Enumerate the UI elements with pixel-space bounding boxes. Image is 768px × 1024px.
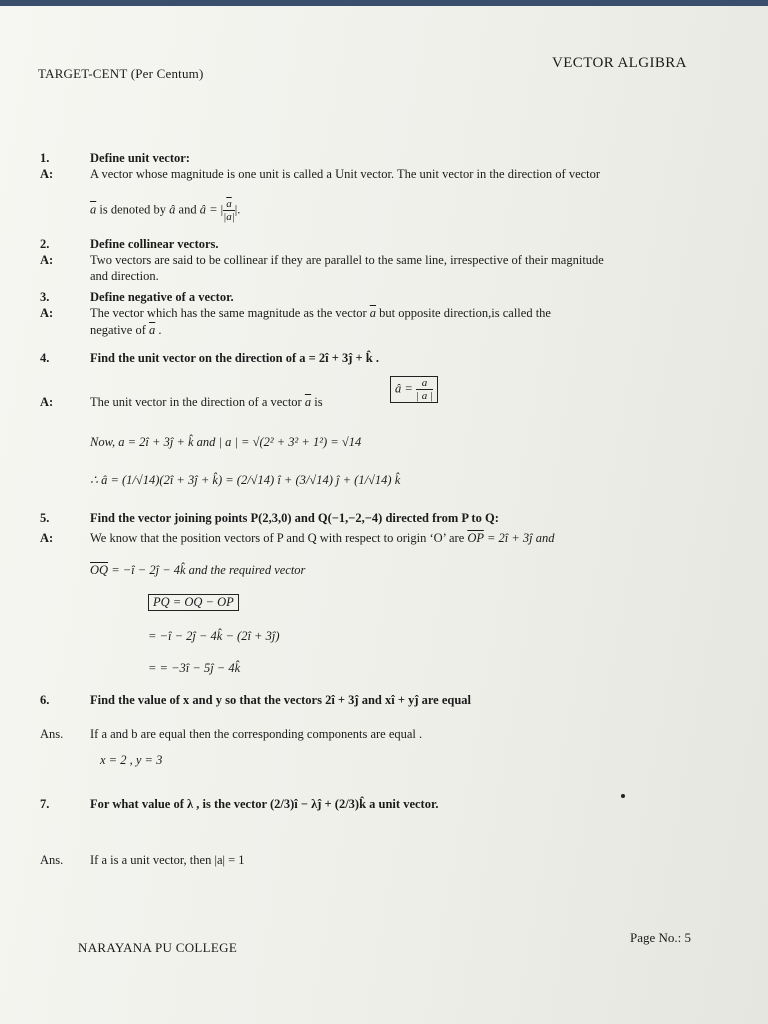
stray-dot <box>621 794 625 798</box>
answer-text: A vector whose magnitude is one unit is called a Unit vector. The unit vector in the direction of vector <box>90 167 601 181</box>
top-edge <box>0 0 768 6</box>
answer-text: We know that the position vectors of P and Q with respect to origin ‘O’ are $\overline{OP}$ = 2î + 3ĵ and <box>90 531 555 545</box>
vector-a: $\overline{a}$ <box>90 202 97 217</box>
answer-text: $\overline{a}$ is denoted by â and â = | $\frac{\overline{a}}{|a|}$ |. <box>90 198 241 223</box>
answer-text: negative of $\overline{a}$ . <box>90 323 162 337</box>
unit-vector-formula-box: â = $\frac{\overline{a}}{| a |}$ <box>390 376 438 403</box>
question-text: Find the vector joining points P(2,3,0) and Q(−1,−2,−4) directed from P to Q: <box>90 511 499 525</box>
answer-text: Two vectors are said to be collinear if they are parallel to the same line, irrespective of their magnitude <box>90 253 604 267</box>
math-line: ∴ â = (1/√14)(2î + 3ĵ + k̂) = (2/√14) î + (3/√14) ĵ + (1/√14) k̂ <box>90 473 401 487</box>
math-line: Now, a = 2î + 3ĵ + k̂ and | a | = √(2² + 3² + 1²) = √14 <box>90 435 362 449</box>
question-text: Define collinear vectors. <box>90 237 219 251</box>
document-page: TARGET-CENT (Per Centum) VECTOR ALGIBRA 1. Define unit vector: A: A vector whose magnitude is one unit is called a Unit vector. The unit vector in the direction of vector $\overline{a}$ is denoted by â and â = | $\frac{\overline{a}}{|a|}$ |. 2. Define collinear vectors. A: Two vectors are said to be collinear if they are parallel to the same line, irrespective of their magnitude and direction. 3. Define negative of a vector. A: The vector which has the same magnitude as the vector $\overline{a}$ but opposite direction,is called the negative of $\overline{a}$ . 4. Find the unit vector on the direction of a = 2î + 3ĵ + k̂ . A: The unit vector in the direction of a vector $\overline{a}$ is â = $\frac{\overline{a}}{| a |}$ Now, a = 2î + 3ĵ + k̂ and | a | = √(2² + 3² + 1²) = √14 ∴ â = (1/√14)(2î + 3ĵ + k̂) = (2/√14) î + (3/√14) ĵ + (1/√14) k̂ 5. Find the vector joining points P(2,3,0) and Q(−1,−2,−4) directed from P to Q: A: We know that the position vectors of P and Q with respect to origin ‘O’ are $\overline{OP}$ = 2î + 3ĵ and $\overline{OQ}$ = −î − 2ĵ − 4k̂ and the required vector PQ = OQ − OP = −î − 2ĵ − 4k̂ − (2î + 3ĵ) = = −3î − 5ĵ − 4k̂ 6. Find the value of x and y so that the vectors 2î + 3ĵ and xî + yĵ are equal Ans. If a and b are equal then the corresponding components are equal . x = 2 , y = 3 7. For what value of λ , is the vector (2/3)î − λĵ + (2/3)k̂ a unit vector. Ans. If a is a unit vector, then |a| = 1 NARAYANA PU COLLEGE Page No.: 5 <box>0 0 768 1024</box>
header-left: TARGET-CENT (Per Centum) <box>38 66 204 81</box>
answer-text: The unit vector in the direction of a vector $\overline{a}$ is â = $\frac{\overline{a}}{| a |}$ <box>90 394 708 410</box>
math-line: = = −3î − 5ĵ − 4k̂ <box>148 661 241 675</box>
item-number: 1. <box>40 151 50 165</box>
question-text: Define negative of a vector. <box>90 290 234 304</box>
answer-text: and direction. <box>90 269 159 283</box>
question-text: Find the value of x and y so that the vectors 2î + 3ĵ and xî + yĵ are equal <box>90 693 472 707</box>
question-text: Define unit vector: <box>90 151 190 165</box>
pq-formula-box: PQ = OQ − OP <box>148 594 239 611</box>
answer-text: If a and b are equal then the corresponding components are equal . <box>90 727 423 741</box>
header-right: VECTOR ALGIBRA <box>552 55 687 71</box>
fraction: $\frac{\overline{a}}{|a|}$ <box>223 198 235 223</box>
answer-label: A: <box>40 167 54 181</box>
footer-college: NARAYANA PU COLLEGE <box>78 940 238 955</box>
answer-text: The vector which has the same magnitude as the vector $\overline{a}$ but opposite direction,is called the <box>90 306 551 320</box>
answer-text: If a is a unit vector, then |a| = 1 <box>90 853 245 867</box>
footer-page-number: Page No.: 5 <box>630 930 692 945</box>
math-line: x = 2 , y = 3 <box>100 753 163 767</box>
answer-text: $\overline{OQ}$ = −î − 2ĵ − 4k̂ and the required vector <box>90 563 306 577</box>
question-text: Find the unit vector on the direction of a = 2î + 3ĵ + k̂ . <box>90 351 379 365</box>
question-text: For what value of λ , is the vector (2/3)î − λĵ + (2/3)k̂ a unit vector. <box>90 797 439 811</box>
math-line: = −î − 2ĵ − 4k̂ − (2î + 3ĵ) <box>148 629 280 643</box>
